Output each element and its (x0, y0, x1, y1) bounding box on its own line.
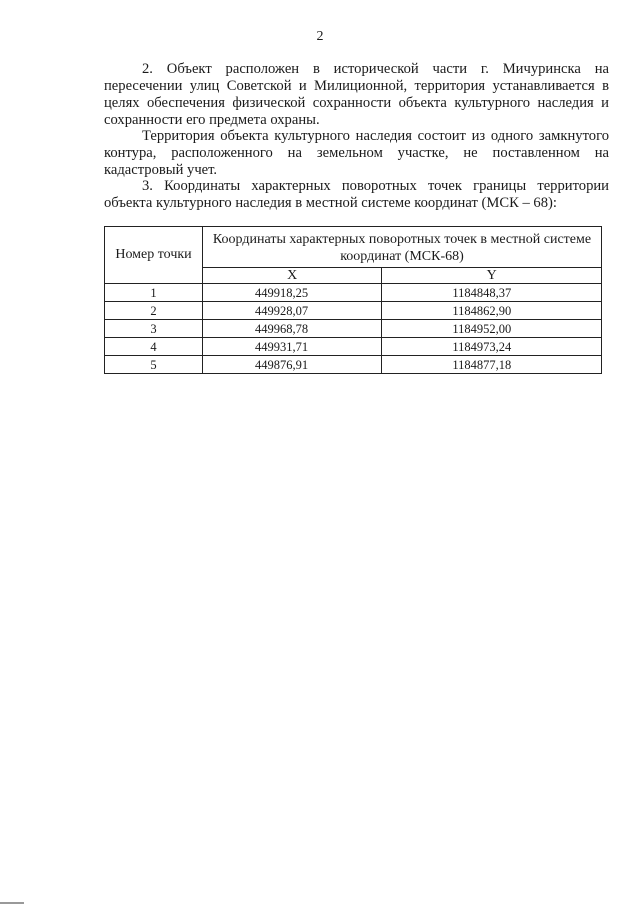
cell-y: 1184877,18 (382, 356, 602, 374)
cell-point-number: 3 (105, 320, 203, 338)
page-number: 2 (316, 29, 324, 44)
paragraph-text: Территория объекта культурного наследия состоит из одного замкнутого контура, расположенного на земельном участке, не поставленном на кадастровый учет. (104, 128, 609, 178)
table-header-row (105, 227, 602, 268)
table-row (105, 302, 602, 320)
header-x: X (203, 268, 382, 284)
table-row (105, 356, 602, 374)
cell-x: 449876,91 (203, 356, 382, 374)
paragraph-location (104, 61, 609, 129)
header-y: Y (382, 268, 602, 284)
header-point-number: Номер точки (105, 227, 203, 284)
cell-x: 449928,07 (203, 302, 382, 320)
table-row (105, 338, 602, 356)
cell-x: 449968,78 (203, 320, 382, 338)
cell-point-number: 5 (105, 356, 203, 374)
cell-point-number: 2 (105, 302, 203, 320)
cell-y: 1184952,00 (382, 320, 602, 338)
scan-edge-mark (0, 902, 24, 904)
paragraph-territory (104, 128, 609, 179)
table-row (105, 284, 602, 302)
cell-y: 1184862,90 (382, 302, 602, 320)
table-row (105, 320, 602, 338)
header-coordinates: Координаты характерных поворотных точек в местной системе координат (МСК-68) (203, 227, 602, 268)
cell-y: 1184848,37 (382, 284, 602, 302)
cell-x: 449918,25 (203, 284, 382, 302)
cell-y: 1184973,24 (382, 338, 602, 356)
cell-point-number: 4 (105, 338, 203, 356)
paragraph-coordinates-intro (104, 178, 609, 212)
cell-point-number: 1 (105, 284, 203, 302)
paragraph-text: 2. Объект расположен в исторической части г. Мичуринска на пересечении улиц Советской и Милиционной, территория устанавливается в целях обеспечения физической сохранности объекта культурного наследия и сохранности его предмета охраны. (104, 61, 609, 128)
paragraph-text: 3. Координаты характерных поворотных точек границы территории объекта культурного наследия в местной системе координат (МСК – 68): (104, 178, 609, 211)
cell-x: 449931,71 (203, 338, 382, 356)
coordinates-table (104, 226, 602, 374)
